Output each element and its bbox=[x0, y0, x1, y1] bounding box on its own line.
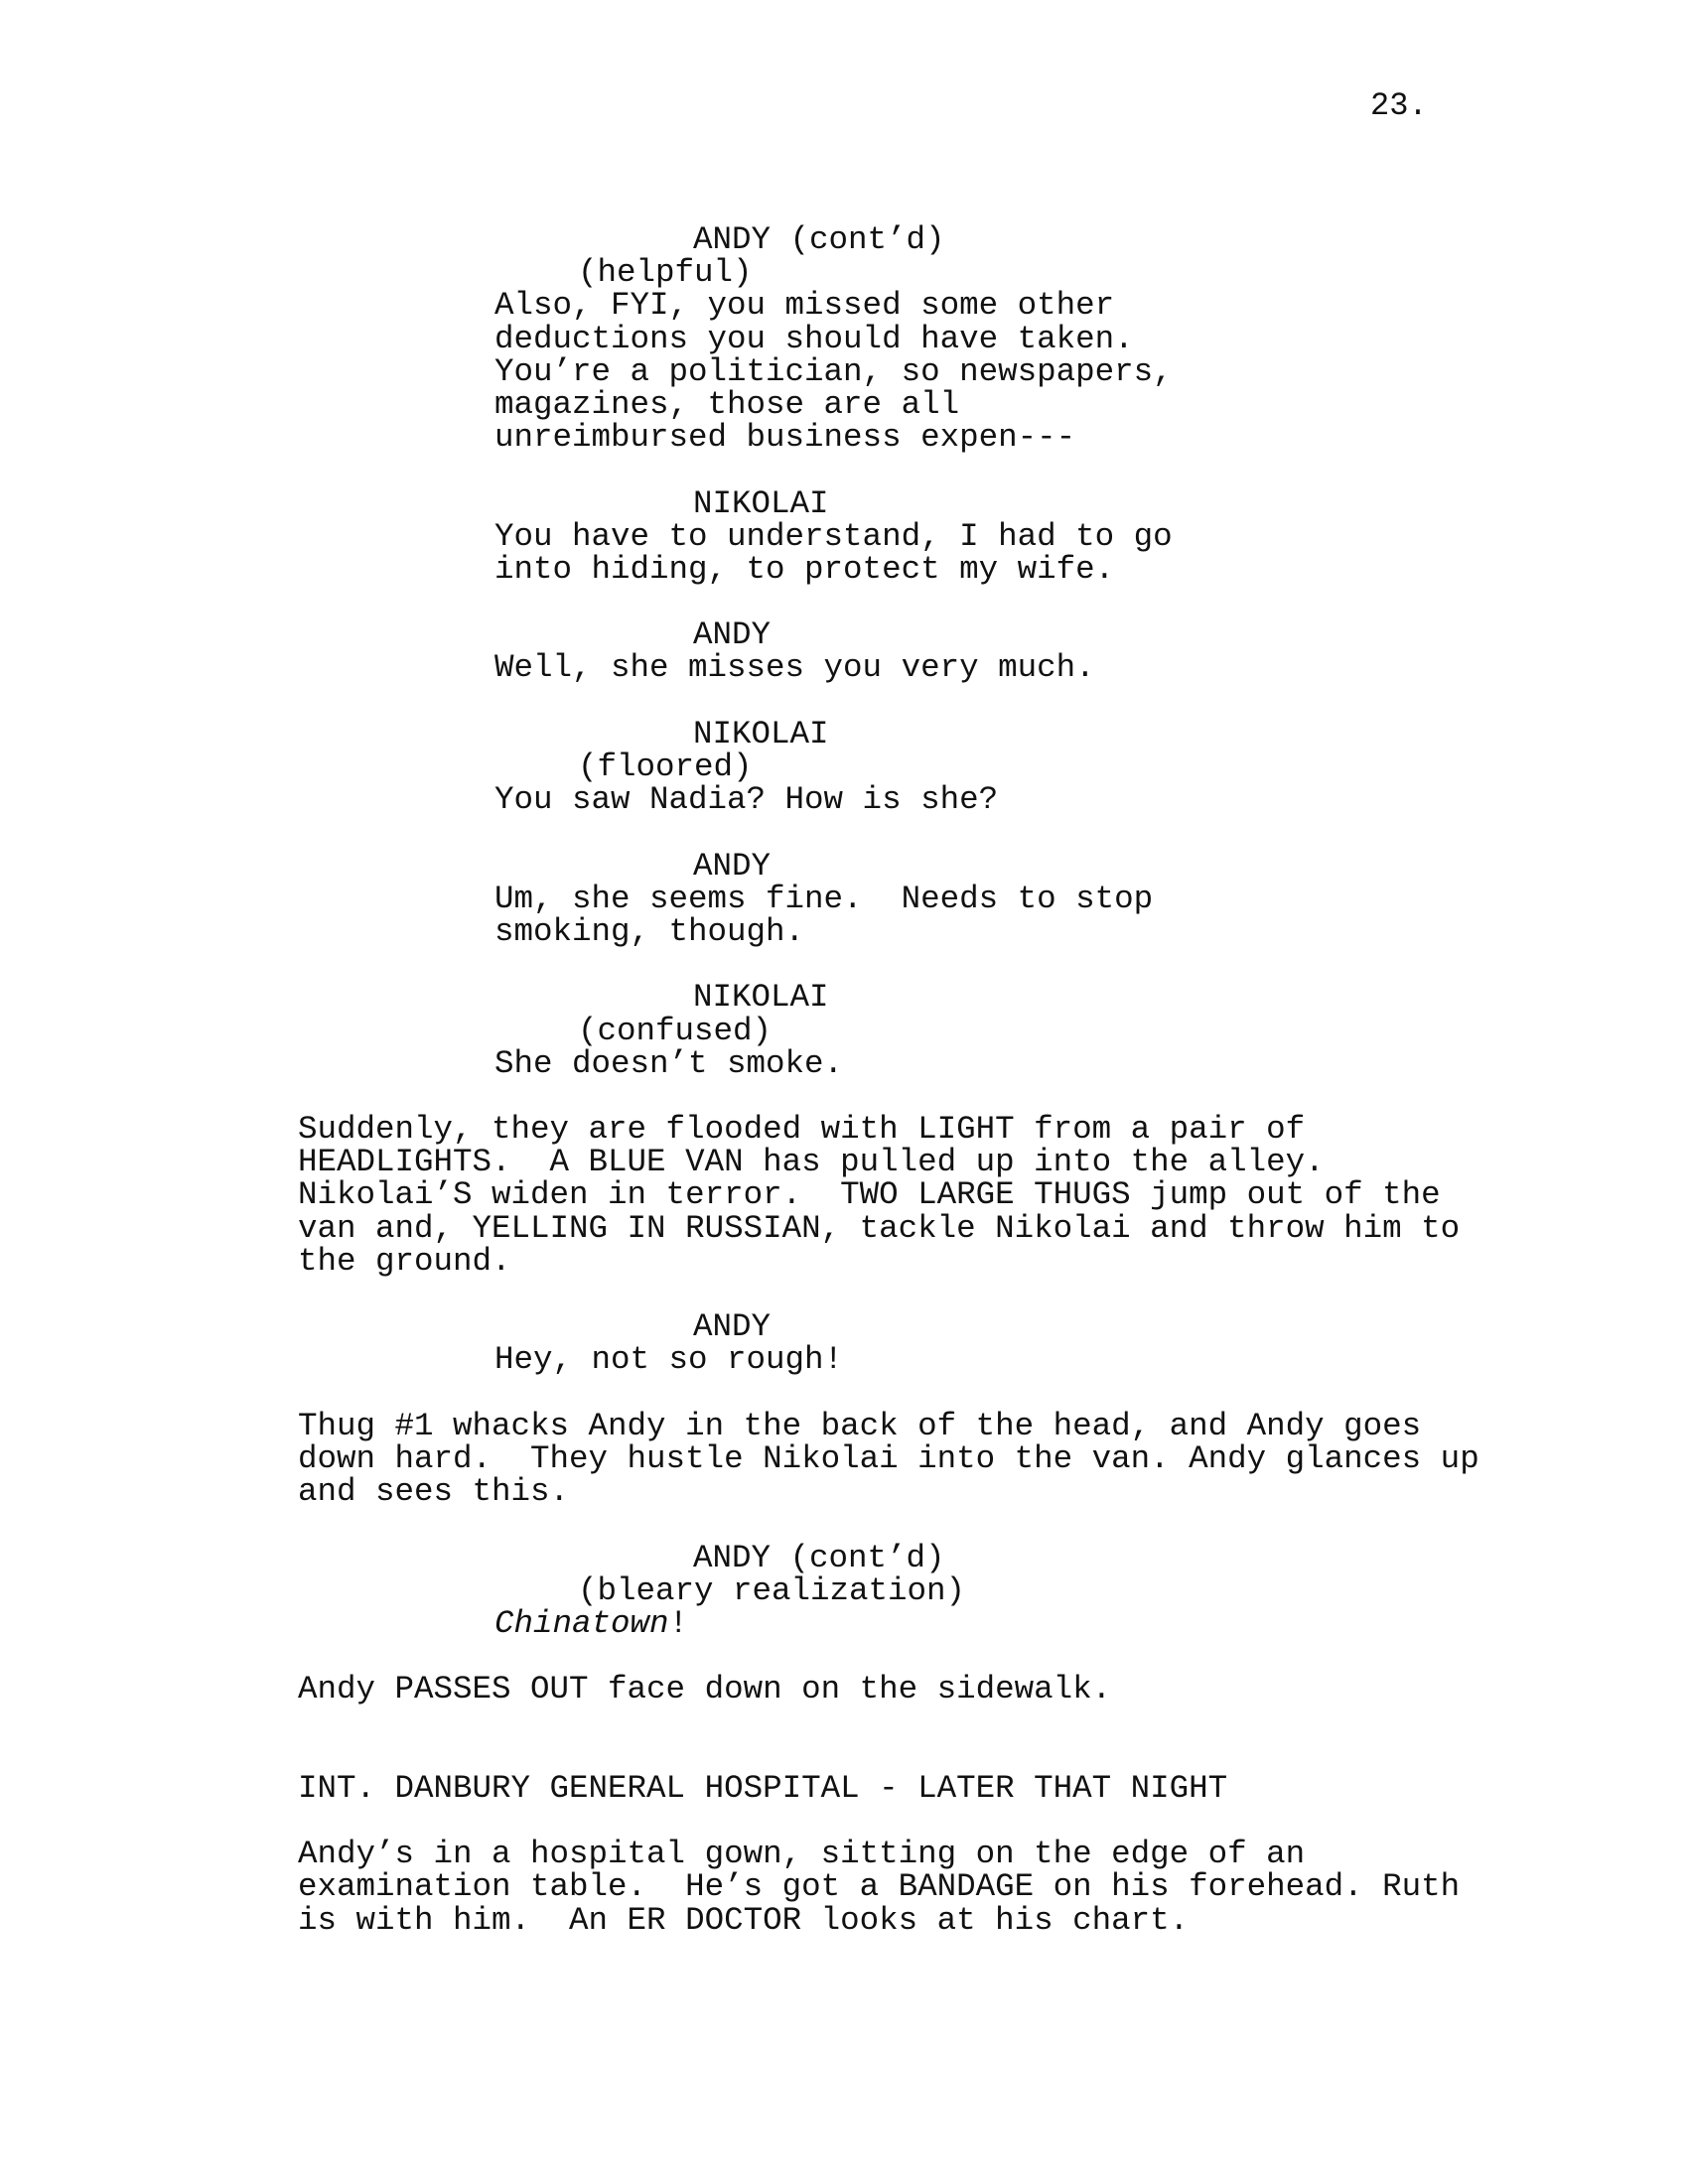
parenthetical: (floored) bbox=[578, 749, 753, 785]
dialogue-line: unreimbursed business expen--- bbox=[494, 419, 1076, 457]
dialogue-block bbox=[0, 981, 1688, 1080]
dialogue-block bbox=[0, 1308, 1688, 1379]
action-line: Thug #1 whacks Andy in the back of the head, and Andy goes bbox=[298, 1407, 1422, 1444]
dialogue-block bbox=[0, 1539, 1688, 1642]
dialogue-line: smoking, though. bbox=[494, 912, 805, 950]
character-name: ANDY (cont’d) bbox=[693, 221, 945, 258]
character-name: ANDY bbox=[693, 847, 772, 885]
action-line: Andy’s in a hospital gown, sitting on the edge of an bbox=[298, 1836, 1306, 1873]
action-line: van and, YELLING IN RUSSIAN, tackle Nikolai and throw him to bbox=[298, 1209, 1461, 1247]
action-line: is with him. An ER DOCTOR looks at his chart. bbox=[298, 1901, 1190, 1939]
italic-text: Chinatown bbox=[494, 1604, 669, 1642]
dialogue-block bbox=[0, 715, 1688, 819]
dialogue-line: Also, FYI, you missed some other bbox=[494, 287, 1115, 325]
action-block bbox=[0, 1407, 1688, 1511]
action-line: examination table. He’s got a BANDAGE on his forehead. Ruth bbox=[298, 1868, 1461, 1906]
action-line: HEADLIGHTS. A BLUE VAN has pulled up into the alley. bbox=[298, 1144, 1325, 1181]
action-block bbox=[0, 1673, 1688, 1706]
dialogue-line bbox=[0, 1604, 1688, 1642]
character-name: NIKOLAI bbox=[693, 715, 829, 752]
dialogue-line: Hey, not so rough! bbox=[494, 1341, 844, 1379]
action-line: Suddenly, they are flooded with LIGHT from a pair of bbox=[298, 1111, 1306, 1149]
parenthetical: (helpful) bbox=[578, 254, 753, 292]
character-name: NIKOLAI bbox=[693, 979, 829, 1017]
action-block bbox=[0, 1113, 1688, 1278]
dialogue-block bbox=[0, 221, 1688, 457]
action-line: Nikolai’S widen in terror. TWO LARGE THUGS jump out of the bbox=[298, 1176, 1441, 1214]
dialogue-line: You saw Nadia? How is she? bbox=[494, 781, 999, 819]
dialogue-line: You’re a politician, so newspapers, bbox=[494, 352, 1173, 390]
scene-heading: INT. DANBURY GENERAL HOSPITAL - LATER THAT NIGHT bbox=[298, 1769, 1228, 1807]
dialogue-line: into hiding, to protect my wife. bbox=[494, 550, 1115, 588]
character-name: ANDY bbox=[693, 616, 772, 654]
dialogue-text: ! bbox=[668, 1604, 689, 1642]
dialogue-line: She doesn’t smoke. bbox=[494, 1044, 844, 1082]
script-body bbox=[0, 223, 1688, 1937]
action-line: down hard. They hustle Nikolai into the van. Andy glances up bbox=[298, 1439, 1479, 1477]
parenthetical: (bleary realization) bbox=[578, 1571, 966, 1609]
dialogue-block bbox=[0, 847, 1688, 950]
action-line: the ground. bbox=[298, 1242, 511, 1280]
dialogue-line: Well, she misses you very much. bbox=[494, 649, 1095, 687]
dialogue-block bbox=[0, 484, 1688, 588]
action-line: and sees this. bbox=[298, 1473, 570, 1511]
page-number: 23. bbox=[1370, 87, 1428, 124]
dialogue-line: magazines, those are all bbox=[494, 385, 960, 423]
character-name: NIKOLAI bbox=[693, 484, 829, 522]
parenthetical: (confused) bbox=[578, 1012, 773, 1049]
dialogue-line: You have to understand, I had to go bbox=[494, 517, 1173, 555]
dialogue-block bbox=[0, 616, 1688, 687]
character-name: ANDY bbox=[693, 1308, 772, 1346]
dialogue-line: deductions you should have taken. bbox=[494, 320, 1134, 357]
action-line: Andy PASSES OUT face down on the sidewalk. bbox=[298, 1671, 1112, 1708]
dialogue-line: Um, she seems fine. Needs to stop bbox=[494, 880, 1154, 917]
action-block bbox=[0, 1838, 1688, 1937]
character-name: ANDY (cont’d) bbox=[693, 1539, 945, 1576]
